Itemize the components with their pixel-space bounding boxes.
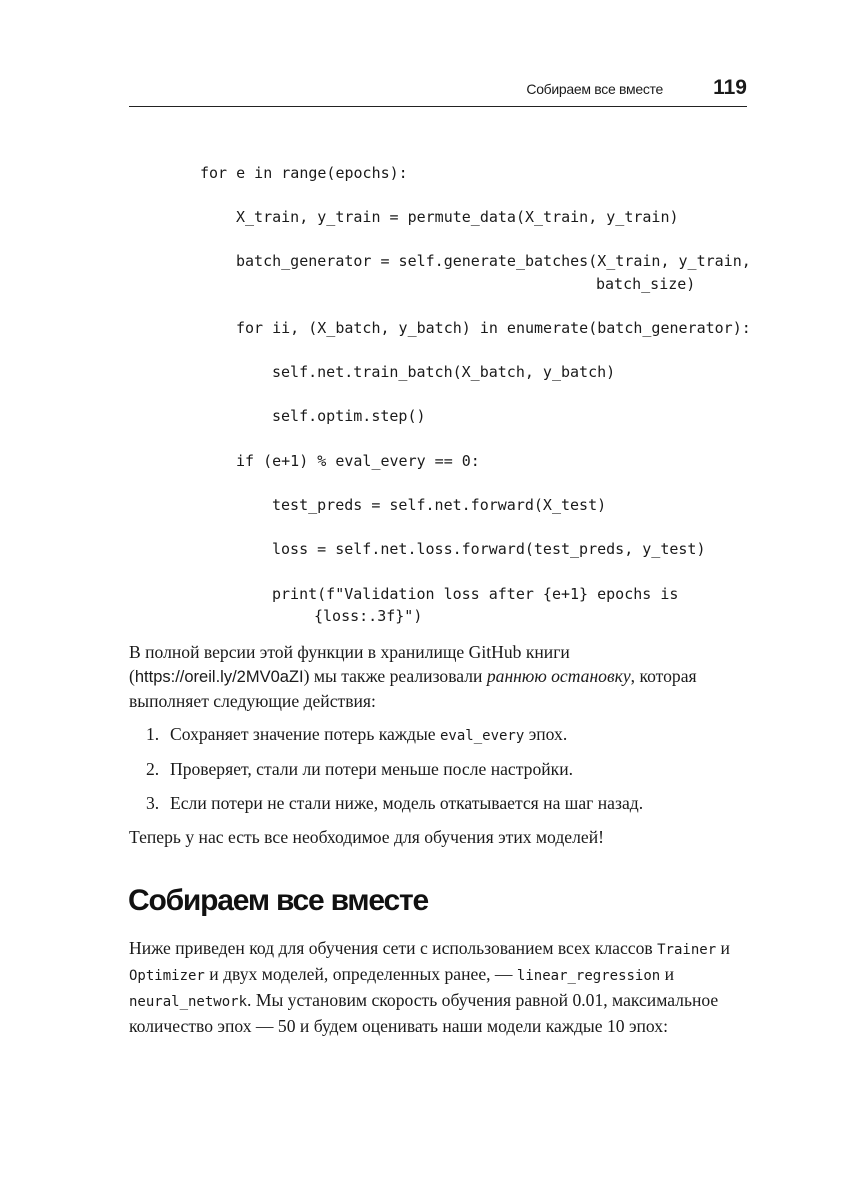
list-item: 2. Проверяет, стали ли потери меньше после настройки.: [146, 759, 574, 779]
paragraph-summary: Теперь у нас есть все необходимое для обучения этих моделей!: [129, 827, 604, 847]
emphasis-term: раннюю остановку: [486, 666, 631, 686]
code-line: self.net.train_batch(X_batch, y_batch): [272, 363, 616, 381]
code-line: self.optim.step(): [272, 407, 426, 425]
running-head: [129, 78, 747, 107]
code-line: for e in range(epochs):: [200, 164, 408, 182]
code-line: for ii, (X_batch, y_batch) in enumerate(batch_generator):: [236, 319, 751, 337]
section-heading: Собираем все вместе: [128, 884, 428, 917]
code-line: loss = self.net.loss.forward(test_preds, y_test): [272, 540, 706, 558]
github-link[interactable]: https://oreil.ly/2MV0aZI: [134, 668, 304, 686]
page-number: 119: [713, 76, 747, 99]
list-item: 1. Сохраняет значение потерь каждые eval_every эпох.: [146, 724, 568, 744]
code-line: X_train, y_train = permute_data(X_train, y_train): [236, 208, 679, 226]
code-line: batch_generator = self.generate_batches(X_train, y_train,: [236, 252, 751, 270]
code-line: batch_size): [596, 275, 696, 293]
list-item: 3. Если потери не стали ниже, модель откатывается на шаг назад.: [146, 793, 644, 813]
paragraph-early-stopping: В полной версии этой функции в хранилище GitHub книги (https://oreil.ly/2MV0aZI) мы также реализовали раннюю остановку, которая выполняет следующие действия:: [129, 642, 697, 711]
code-line: {loss:.3f}"): [314, 607, 423, 625]
code-line: test_preds = self.net.forward(X_test): [272, 496, 607, 514]
running-head-title: Собираем все вместе: [526, 81, 663, 97]
paragraph-intro: Ниже приведен код для обучения сети с использованием всех классов Trainer и Optimizer и двух моделей, определенных ранее, — linear_regression и neural_network. Мы установим скорость обучения равной 0.01, максимальное количество эпох — 50 и будем оценивать наши модели каждые 10 эпох:: [129, 938, 730, 1036]
code-line: if (e+1) % eval_every == 0:: [236, 452, 480, 470]
code-line: print(f"Validation loss after {e+1} epochs is: [272, 585, 679, 603]
